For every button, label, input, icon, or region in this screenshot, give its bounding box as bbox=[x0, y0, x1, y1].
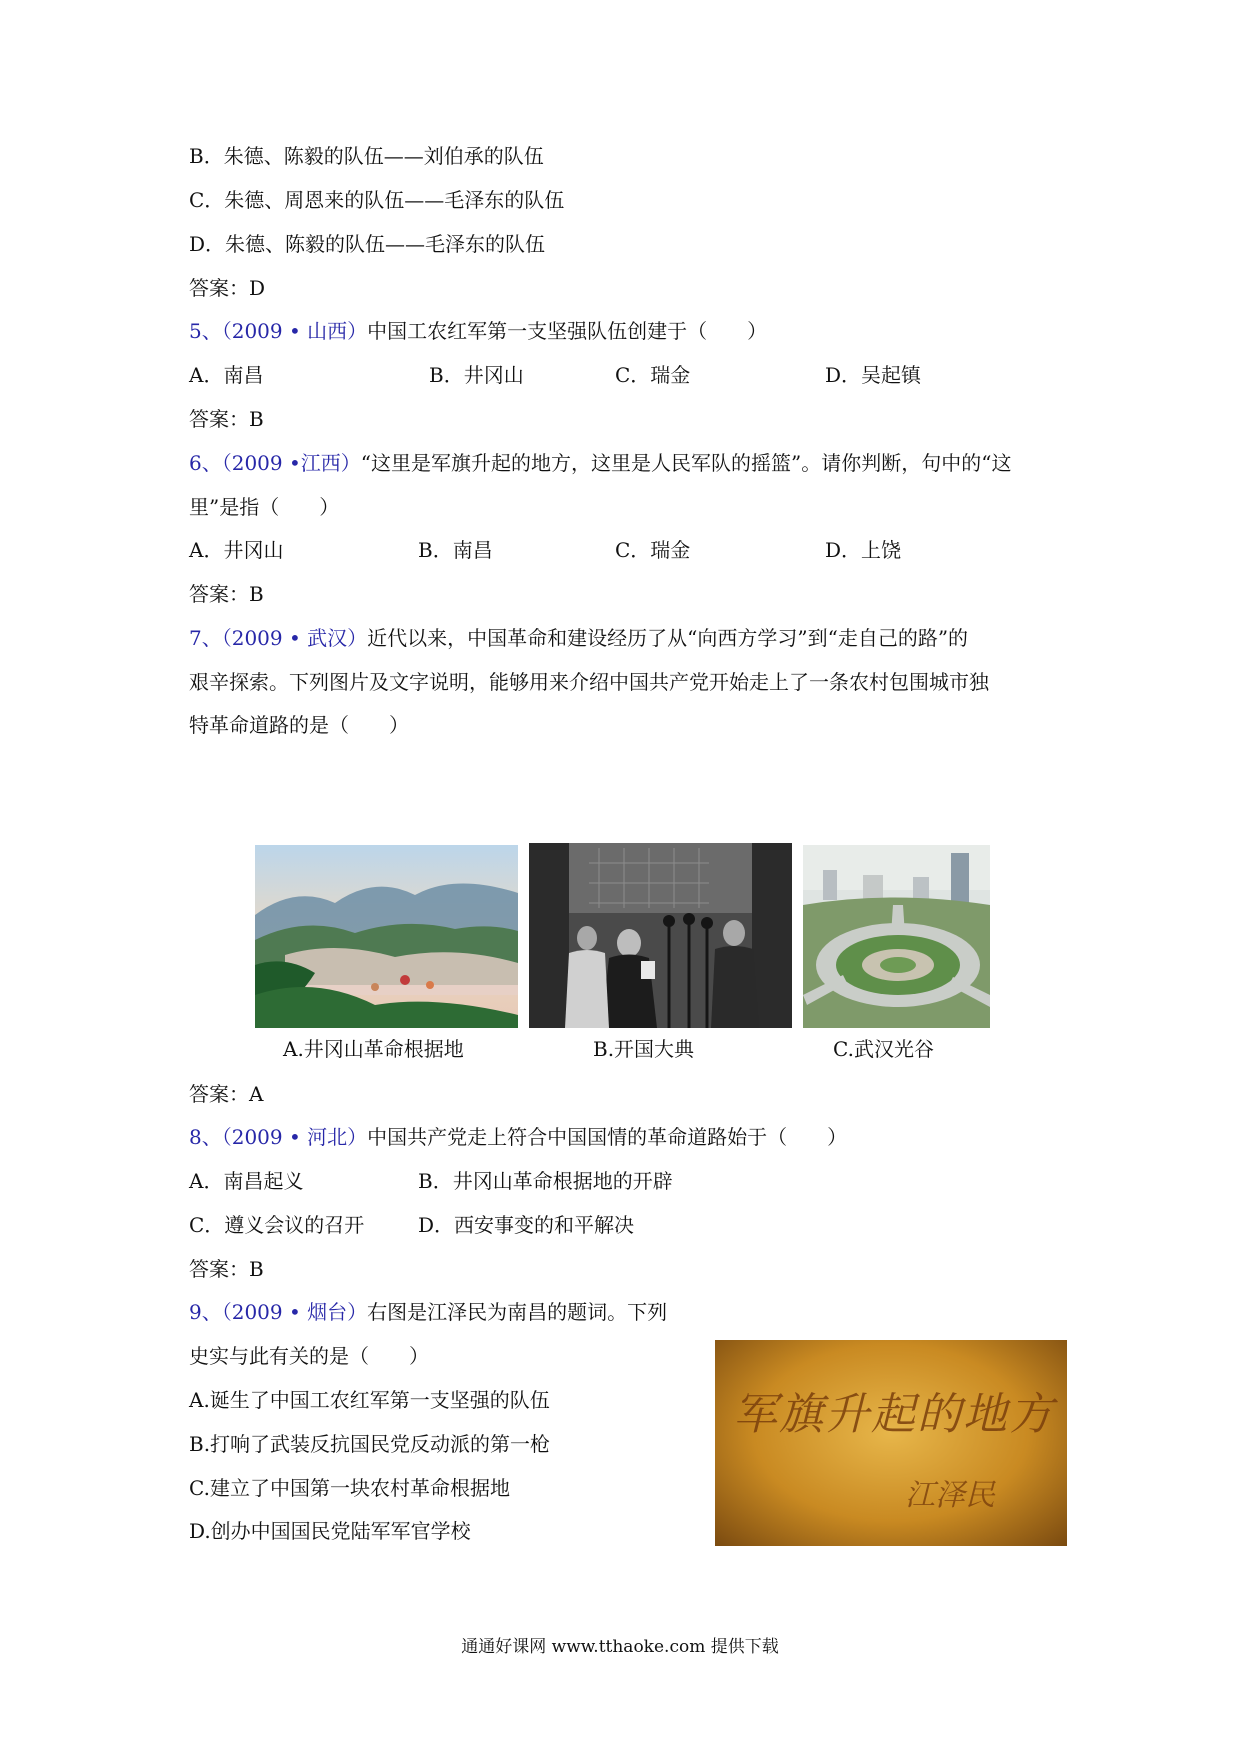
page-footer: 通通好课网 www.tthaoke.com 提供下载 bbox=[461, 1637, 779, 1657]
q5-options bbox=[189, 362, 989, 388]
q7-number: 7、 bbox=[189, 626, 222, 650]
q6-stem-line1 bbox=[189, 450, 1011, 476]
q7-stem-line2: 艰辛探索。下列图片及文字说明，能够用来介绍中国共产党开始走上了一条农村包围城市独 bbox=[189, 670, 989, 694]
q9-option-b: B.打响了武装反抗国民党反动派的第一枪 bbox=[189, 1432, 551, 1456]
q7-stem-text: 近代以来，中国革命和建设经历了从“向西方学习”到“走自己的路”的 bbox=[367, 626, 969, 650]
q5-option-d: D．吴起镇 bbox=[825, 363, 922, 387]
q5-answer: 答案：B bbox=[189, 407, 264, 431]
q8-option-b: B．井冈山革命根据地的开辟 bbox=[418, 1169, 673, 1193]
q5-option-c: C．瑞金 bbox=[615, 363, 691, 387]
q9-option-a: A.诞生了中国工农红军第一支坚强的队伍 bbox=[189, 1388, 550, 1412]
q8-source: （2009 • 河北） bbox=[221, 1125, 368, 1149]
inscription-text: 军旗升起的地方 bbox=[733, 1389, 1055, 1440]
q6-option-b: B．南昌 bbox=[418, 538, 493, 562]
q9-source: （2009 • 烟台） bbox=[221, 1300, 368, 1324]
q6-stem-text: “这里是军旗升起的地方，这里是人民军队的摇篮”。请你判断，句中的“这 bbox=[360, 451, 1012, 475]
q9-option-c: C.建立了中国第一块农村革命根据地 bbox=[189, 1476, 510, 1500]
q6-answer: 答案：B bbox=[189, 582, 264, 606]
q6-option-d: D．上饶 bbox=[825, 538, 902, 562]
q5-stem-text: 中国工农红军第一支坚强队伍创建于（ ） bbox=[367, 319, 768, 343]
q5-source: （2009 • 山西） bbox=[221, 319, 368, 343]
q8-option-d: D．西安事变的和平解决 bbox=[418, 1213, 635, 1237]
q8-answer: 答案：B bbox=[189, 1257, 264, 1281]
q9-stem-line2: 史实与此有关的是（ ） bbox=[189, 1344, 429, 1368]
inscription-photo bbox=[715, 1340, 1067, 1546]
q9-stem-text: 右图是江泽民为南昌的题词。下列 bbox=[367, 1300, 668, 1324]
q8-number: 8、 bbox=[189, 1125, 222, 1149]
wuhan-optics-valley-photo bbox=[803, 845, 990, 1028]
q8-option-a: A．南昌起义 bbox=[189, 1169, 304, 1193]
q7-caption-a: A.井冈山革命根据地 bbox=[283, 1037, 464, 1061]
q6-option-a: A．井冈山 bbox=[189, 538, 284, 562]
q5-stem bbox=[189, 318, 767, 344]
q6-option-c: C．瑞金 bbox=[615, 538, 691, 562]
q8-stem bbox=[189, 1124, 847, 1150]
q4-option-b: B．朱德、陈毅的队伍——刘伯承的队伍 bbox=[189, 144, 544, 168]
q9-number: 9、 bbox=[189, 1300, 222, 1324]
q8-option-c: C．遵义会议的召开 bbox=[189, 1213, 365, 1237]
q9-stem-line1 bbox=[189, 1299, 667, 1325]
q5-option-b: B．井冈山 bbox=[429, 363, 524, 387]
q8-stem-text: 中国共产党走上符合中国国情的革命道路始于（ ） bbox=[367, 1125, 848, 1149]
q7-answer: 答案：A bbox=[189, 1082, 264, 1106]
q7-caption-c: C.武汉光谷 bbox=[833, 1037, 934, 1061]
inscription-signature: 江泽民 bbox=[905, 1478, 995, 1513]
q7-stem-line1 bbox=[189, 625, 968, 651]
founding-ceremony-photo bbox=[529, 843, 792, 1028]
q6-source: （2009 •江西） bbox=[221, 451, 361, 475]
q7-source: （2009 • 武汉） bbox=[221, 626, 368, 650]
q6-stem-line2: 里”是指（ ） bbox=[189, 495, 340, 519]
q5-number: 5、 bbox=[189, 319, 222, 343]
q5-option-a: A．南昌 bbox=[189, 363, 264, 387]
q7-caption-b: B.开国大典 bbox=[593, 1037, 695, 1061]
q7-stem-line3: 特革命道路的是（ ） bbox=[189, 713, 409, 737]
q6-number: 6、 bbox=[189, 451, 222, 475]
jinggangshan-photo bbox=[255, 845, 518, 1028]
q4-answer: 答案：D bbox=[189, 276, 266, 300]
q9-option-d: D.创办中国国民党陆军军官学校 bbox=[189, 1519, 471, 1543]
q8-options-row2 bbox=[189, 1212, 989, 1238]
q4-option-c: C．朱德、周恩来的队伍——毛泽东的队伍 bbox=[189, 188, 565, 212]
q8-options-row1 bbox=[189, 1168, 989, 1194]
q4-option-d: D．朱德、陈毅的队伍——毛泽东的队伍 bbox=[189, 232, 546, 256]
q6-options bbox=[189, 537, 989, 563]
